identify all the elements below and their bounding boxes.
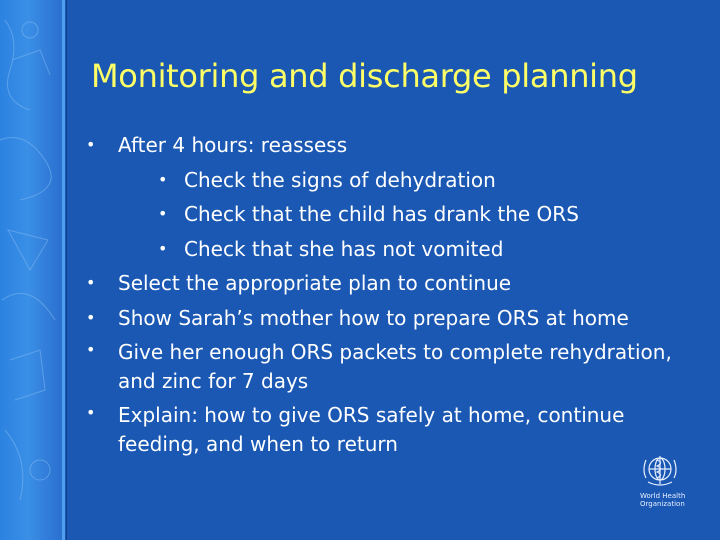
bullet-dot-icon: • xyxy=(86,273,96,292)
who-logo-text xyxy=(640,492,700,508)
bullet-dot-icon: • xyxy=(86,340,96,359)
decorative-sketch-graphic xyxy=(0,0,62,540)
sub-bullet-item xyxy=(118,197,696,232)
bullet-dot-icon: • xyxy=(158,169,168,189)
bullet-text: Explain: how to give ORS safely at home, continue feeding, and when to return xyxy=(118,403,625,456)
bullet-dot-icon: • xyxy=(158,204,168,223)
bullet-item xyxy=(86,301,696,336)
bullet-item xyxy=(86,266,696,301)
logo-text-line: Organization xyxy=(640,500,685,508)
bullet-dot-icon: • xyxy=(158,238,168,258)
sub-bullet-text: Check the signs of dehydration xyxy=(184,167,496,192)
bullet-text: After 4 hours: reassess xyxy=(118,133,348,157)
bullet-item xyxy=(86,398,696,461)
left-divider-shadow xyxy=(66,0,67,540)
bullet-item xyxy=(86,335,696,398)
slide-title: Monitoring and discharge planning xyxy=(91,57,638,96)
bullet-dot-icon: • xyxy=(86,403,96,422)
bullet-text: Show Sarah’s mother how to prepare ORS at home xyxy=(118,305,629,330)
sub-bullet-text: Check that she has not vomited xyxy=(184,236,504,261)
sub-bullet-list xyxy=(118,163,696,267)
sub-bullet-text: Check that the child has drank the ORS xyxy=(184,202,579,226)
bullet-dot-icon: • xyxy=(86,135,96,154)
who-logo xyxy=(640,452,690,514)
bullet-item xyxy=(86,128,696,266)
bullet-text: Give her enough ORS packets to complete rehydration, and zinc for 7 days xyxy=(118,340,672,393)
left-divider-line xyxy=(62,0,65,540)
who-emblem-icon xyxy=(640,452,680,490)
sub-bullet-item xyxy=(118,163,696,198)
bullet-dot-icon: • xyxy=(86,307,96,327)
logo-text-line: World Health xyxy=(640,492,686,500)
sub-bullet-item xyxy=(118,232,696,267)
decorative-left-band xyxy=(0,0,62,540)
bullet-list xyxy=(86,128,696,461)
bullet-text: Select the appropriate plan to continue xyxy=(118,271,512,295)
